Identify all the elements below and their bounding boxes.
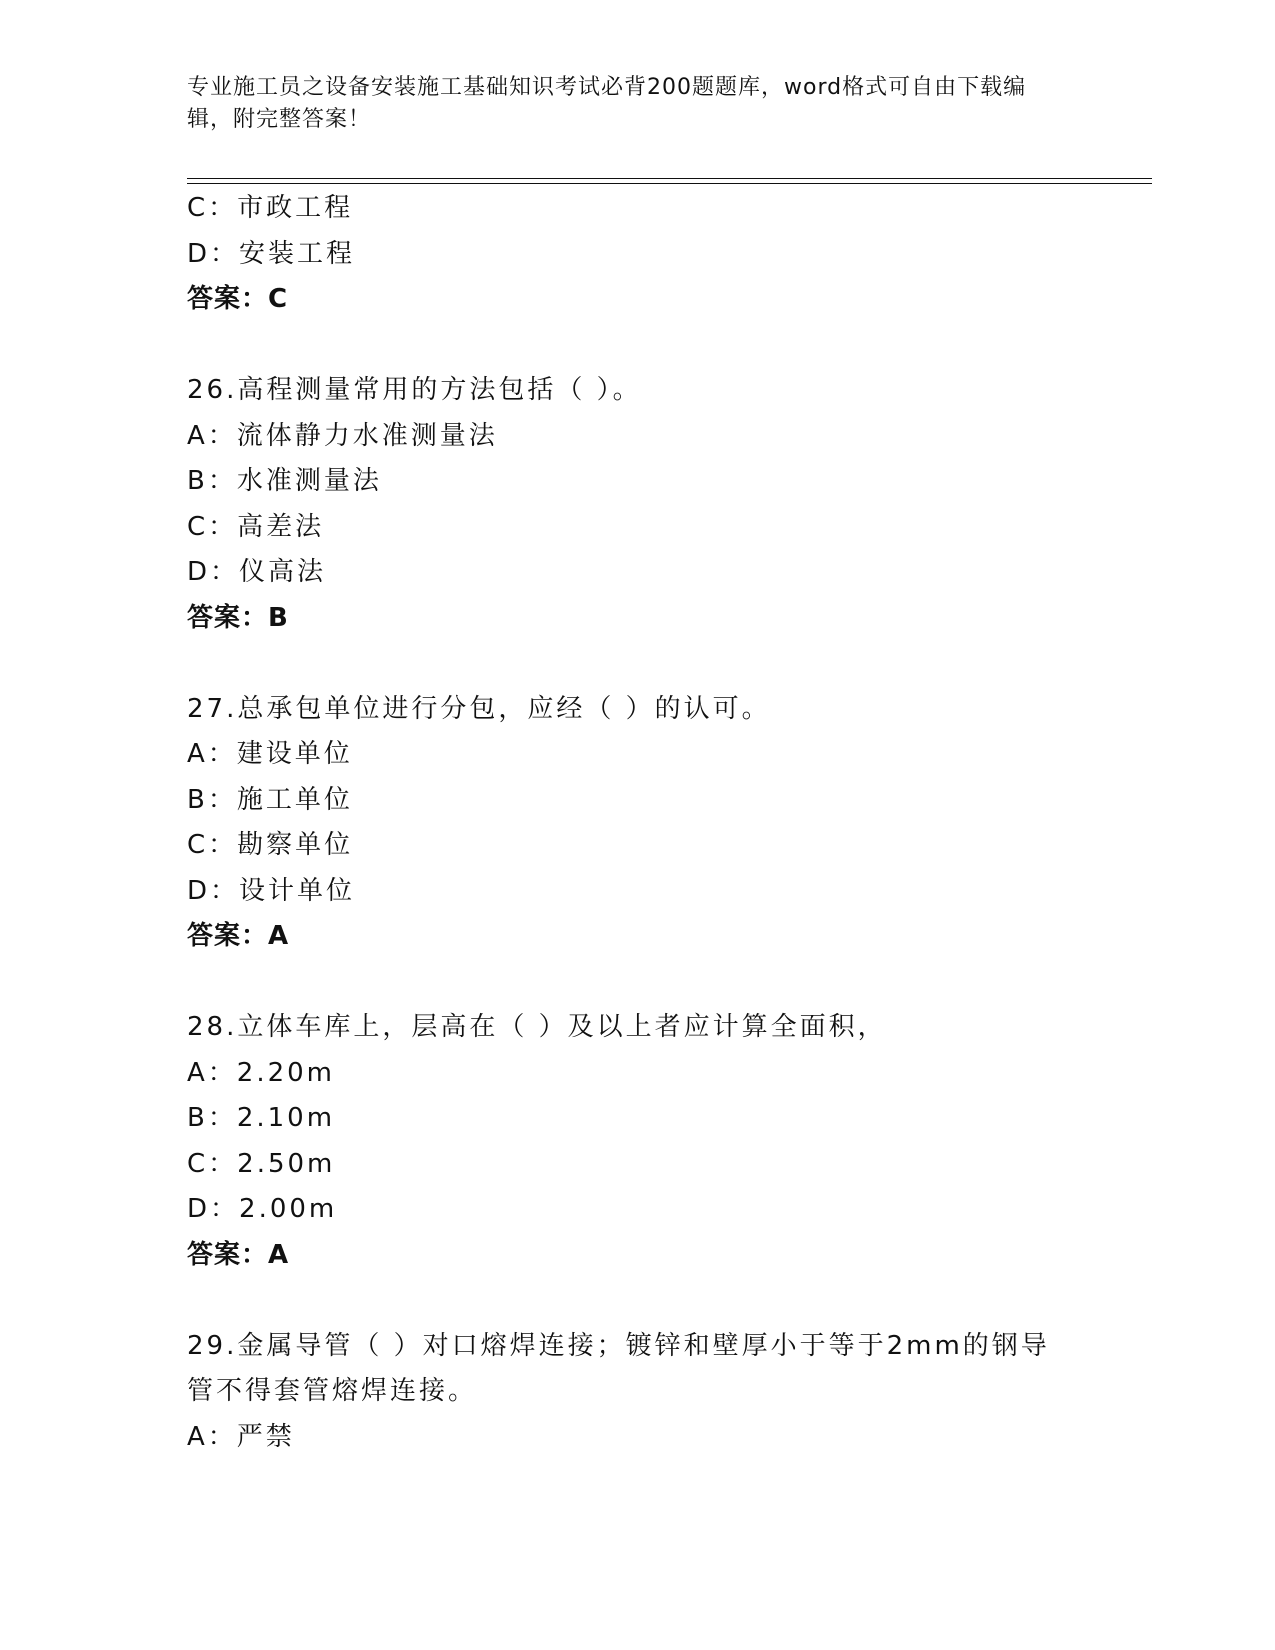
- option-a: A：建设单位: [187, 739, 353, 769]
- answer-line: [187, 1233, 1147, 1279]
- question-29: [187, 1324, 1147, 1461]
- option-b: B：水准测量法: [187, 466, 382, 496]
- option-c: C：勘察单位: [187, 830, 354, 860]
- spacer: [187, 641, 1147, 687]
- option-c: C：高差法: [187, 511, 325, 542]
- option-c: C：2.50m: [187, 1148, 336, 1179]
- answer-value: B: [268, 602, 289, 633]
- question-text: 28.立体车库上，层高在（ ）及以上者应计算全面积，: [187, 1012, 887, 1042]
- question-text: 26.高程测量常用的方法包括（ ）。: [187, 375, 642, 405]
- option-d: D：2.00m: [187, 1194, 338, 1224]
- answer-label: 答案：: [187, 284, 269, 314]
- question-text: 29.金属导管（ ）对口熔焊连接；镀锌和壁厚小于等于2mm的钢导管不得套管熔焊连接。: [187, 1330, 1050, 1406]
- option-b: B：施工单位: [187, 784, 353, 815]
- option-a: A：2.20m: [187, 1057, 336, 1088]
- document-header: 专业施工员之设备安装施工基础知识考试必背200题题库，word格式可自由下载编辑，附完整答案！: [187, 75, 1027, 132]
- answer-label: 答案：: [187, 1239, 269, 1270]
- answer-value: C: [268, 284, 289, 314]
- option-d: D：仪高法: [187, 557, 327, 587]
- option-a: A：流体静力水准测量法: [187, 420, 498, 451]
- spacer: [187, 323, 1147, 369]
- spacer: [187, 960, 1147, 1006]
- option-a: A：严禁: [187, 1421, 295, 1452]
- answer-value: A: [268, 1239, 290, 1270]
- header-rule-bottom: [187, 183, 1152, 184]
- header-rule-top: [187, 178, 1152, 179]
- document-body: [187, 186, 1147, 1460]
- answer-value: A: [268, 921, 290, 951]
- option-d: D：设计单位: [187, 875, 356, 906]
- option-c: C：市政工程: [187, 193, 354, 223]
- answer-label: 答案：: [187, 921, 269, 951]
- question-text: 27.总承包单位进行分包，应经（ ）的认可。: [187, 693, 771, 724]
- answer-label: 答案：: [187, 602, 269, 633]
- option-b: B：2.10m: [187, 1103, 336, 1133]
- answer-line: [187, 596, 1147, 642]
- option-d: D：安装工程: [187, 238, 356, 269]
- question-25-fragment: [187, 186, 1147, 323]
- answer-line: [187, 914, 1147, 960]
- answer-line: [187, 277, 1147, 323]
- question-26: [187, 368, 1147, 641]
- question-27: [187, 687, 1147, 960]
- spacer: [187, 1278, 1147, 1324]
- question-28: [187, 1005, 1147, 1278]
